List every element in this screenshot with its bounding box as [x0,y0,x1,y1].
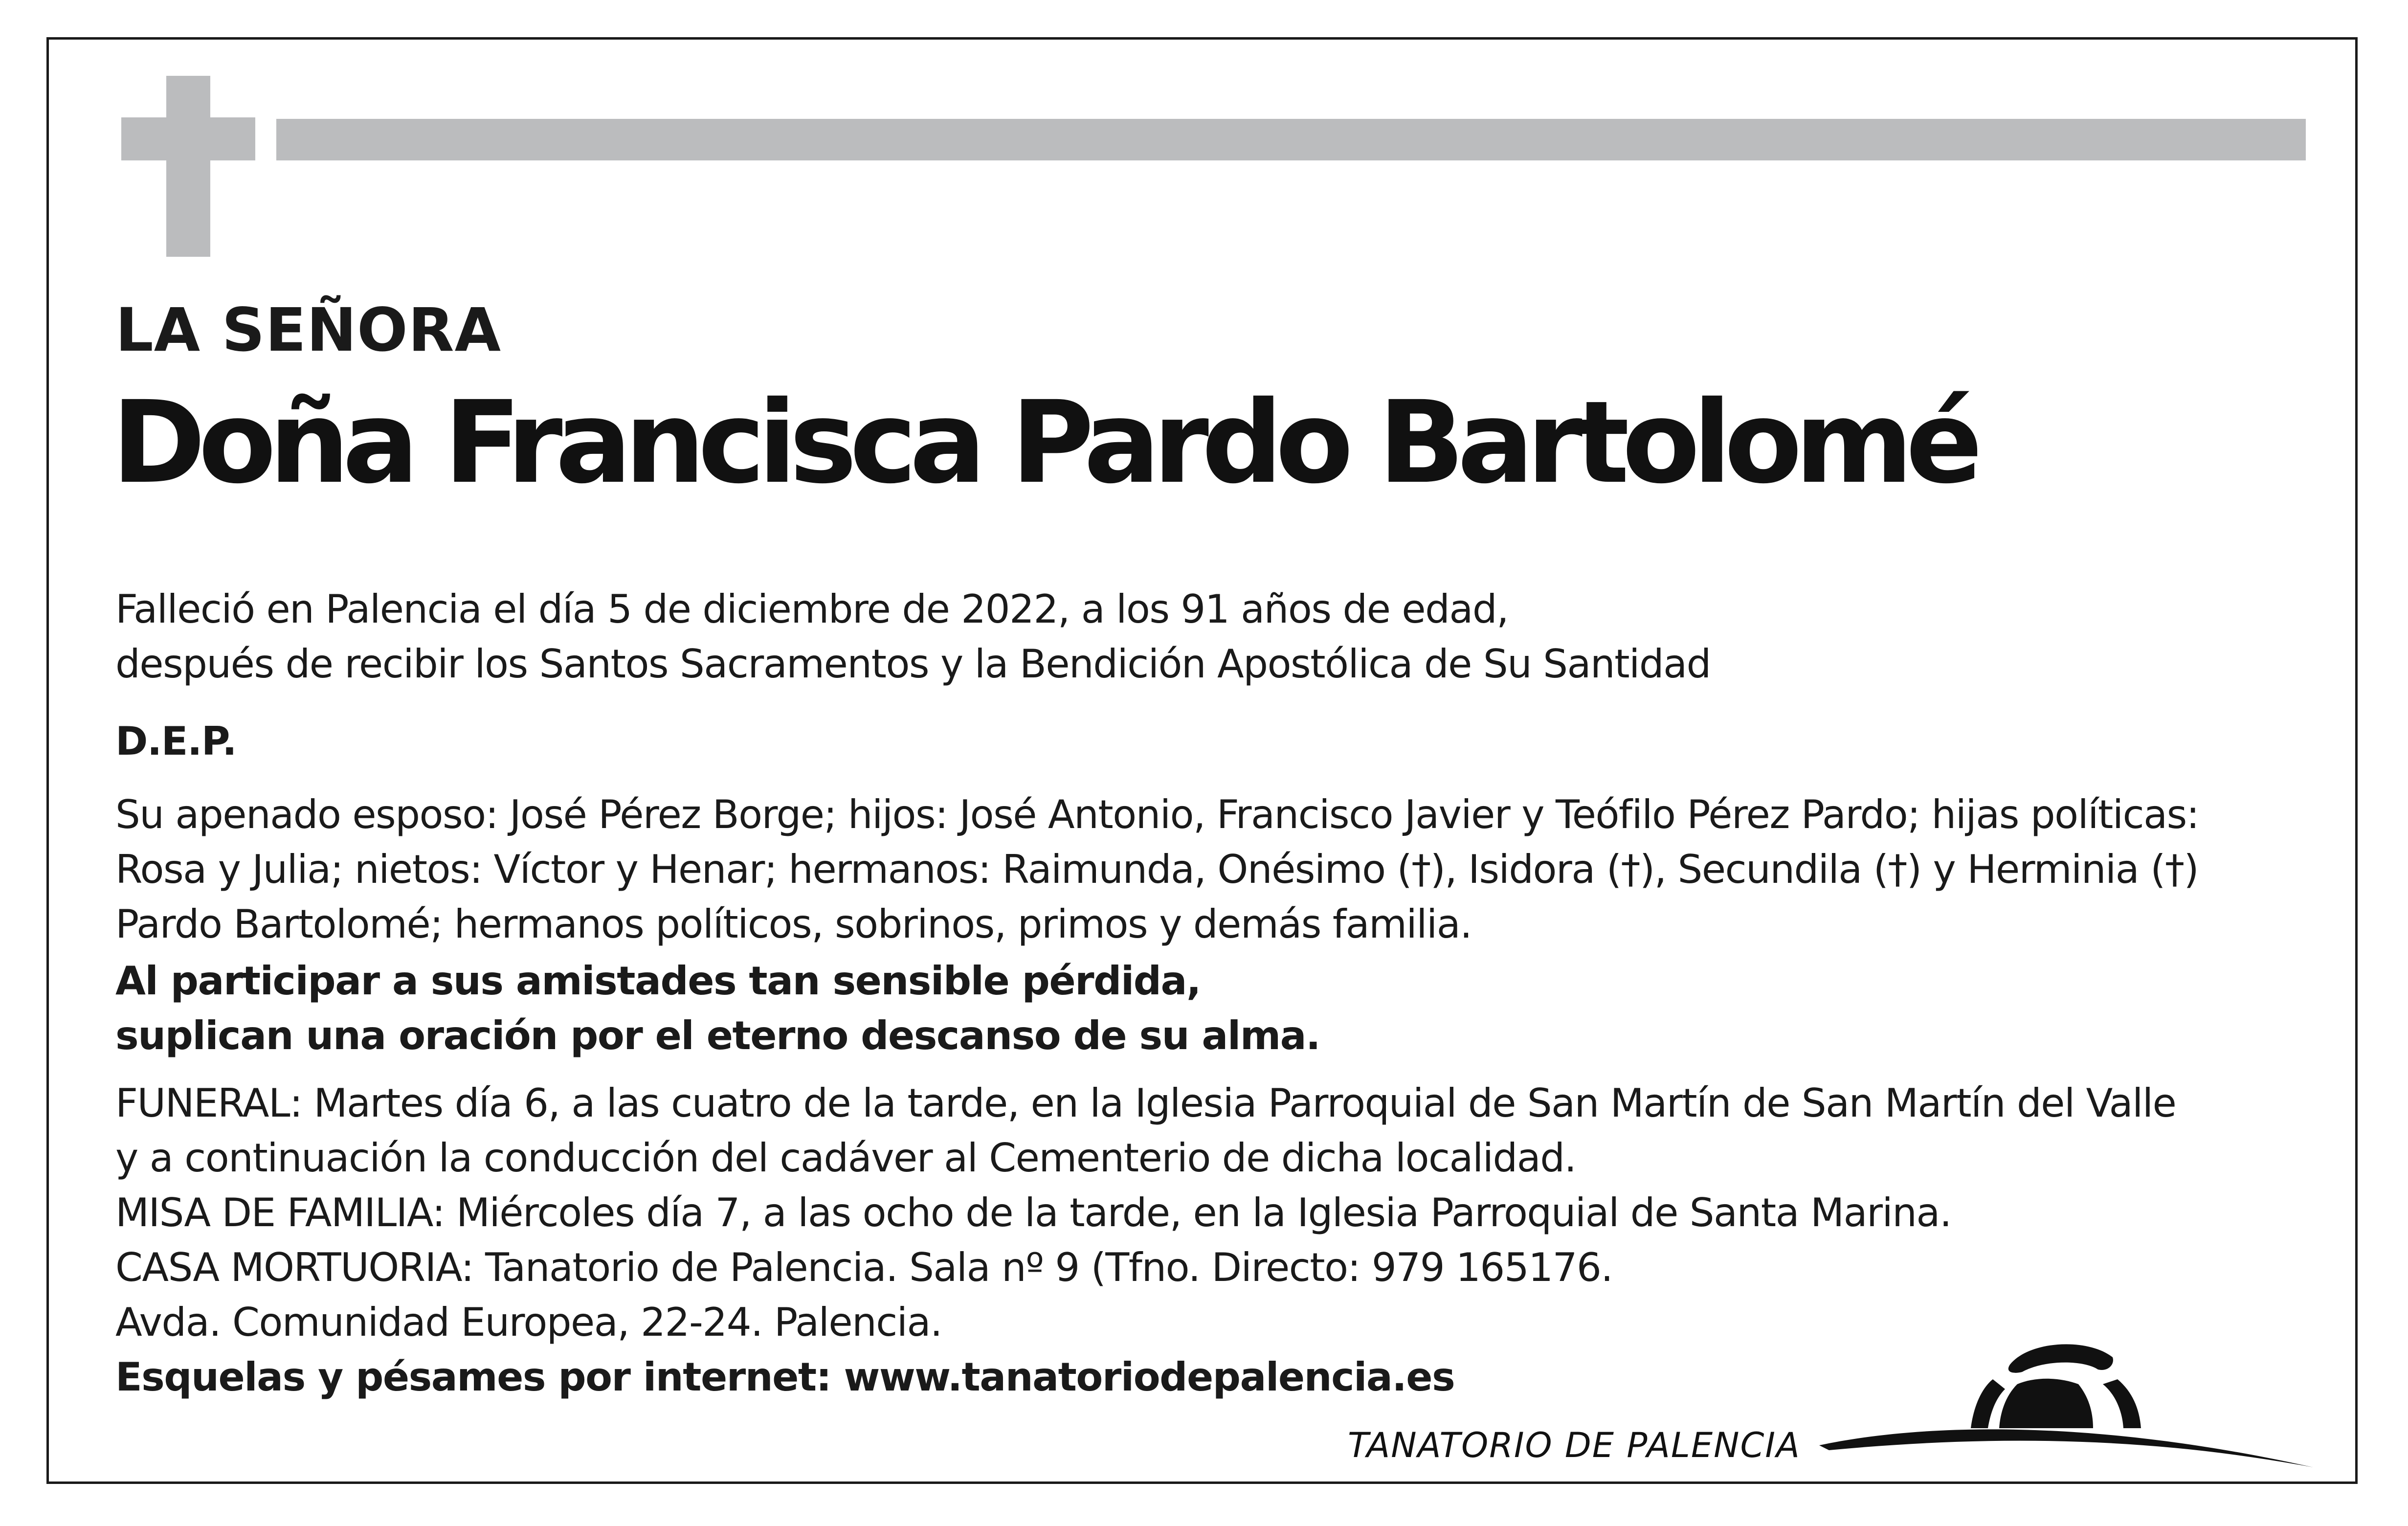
death-notice [115,582,1711,692]
cross-icon-vertical [166,76,210,257]
funeral-line: FUNERAL: Martes día 6, a las cuatro de la tarde, en la Iglesia Parroquial de San Martín de San Martín del Valle [115,1080,2176,1126]
mortuary-line: CASA MORTUORIA: Tanatorio de Palencia. Sala nº 9 (Tfno. Directo: 979 165176. [115,1245,1613,1290]
death-notice-line: Falleció en Palencia el día 5 de diciembre de 2022, a los 91 años de edad, [115,586,1509,632]
prayer-request [115,954,1320,1063]
death-notice-line: después de recibir los Santos Sacramentos y la Bendición Apostólica de Su Santidad [115,641,1711,687]
honorific-title: LA SEÑORA [115,295,502,365]
family-line: Rosa y Julia; nietos: Víctor y Henar; hermanos: Raimunda, Onésimo (†), Isidora (†), Secundila (†) y Herminia (†) [115,847,2199,892]
prayer-line: Al participar a sus amistades tan sensible pérdida, [115,958,1201,1004]
family-line: Su apenado esposo: José Pérez Borge; hijos: José Antonio, Francisco Javier y Teófilo Pérez Pardo; hijas políticas: [115,792,2199,837]
dep-label: D.E.P. [115,718,237,764]
family-list [115,787,2199,952]
deceased-name: Doña Francisca Pardo Bartolomé [111,377,1976,509]
header-bar [276,119,2306,160]
tanatorio-logo-icon [1800,1311,2338,1472]
mass-line: MISA DE FAMILIA: Miércoles día 7, a las ocho de la tarde, en la Iglesia Parroquial de Santa Marina. [115,1190,1951,1235]
internet-line: Esquelas y pésames por internet: www.tanatoriodepalencia.es [115,1354,1455,1400]
family-line: Pardo Bartolomé; hermanos políticos, sobrinos, primos y demás familia. [115,901,1472,947]
funeral-line: y a continuación la conducción del cadáver al Cementerio de dicha localidad. [115,1135,1576,1181]
address-line: Avda. Comunidad Europea, 22-24. Palencia. [115,1300,942,1345]
prayer-line: suplican una oración por el eterno descanso de su alma. [115,1013,1320,1058]
tanatorio-logo-text: TANATORIO DE PALENCIA [1348,1425,1801,1465]
cross-icon-horizontal [121,117,255,160]
